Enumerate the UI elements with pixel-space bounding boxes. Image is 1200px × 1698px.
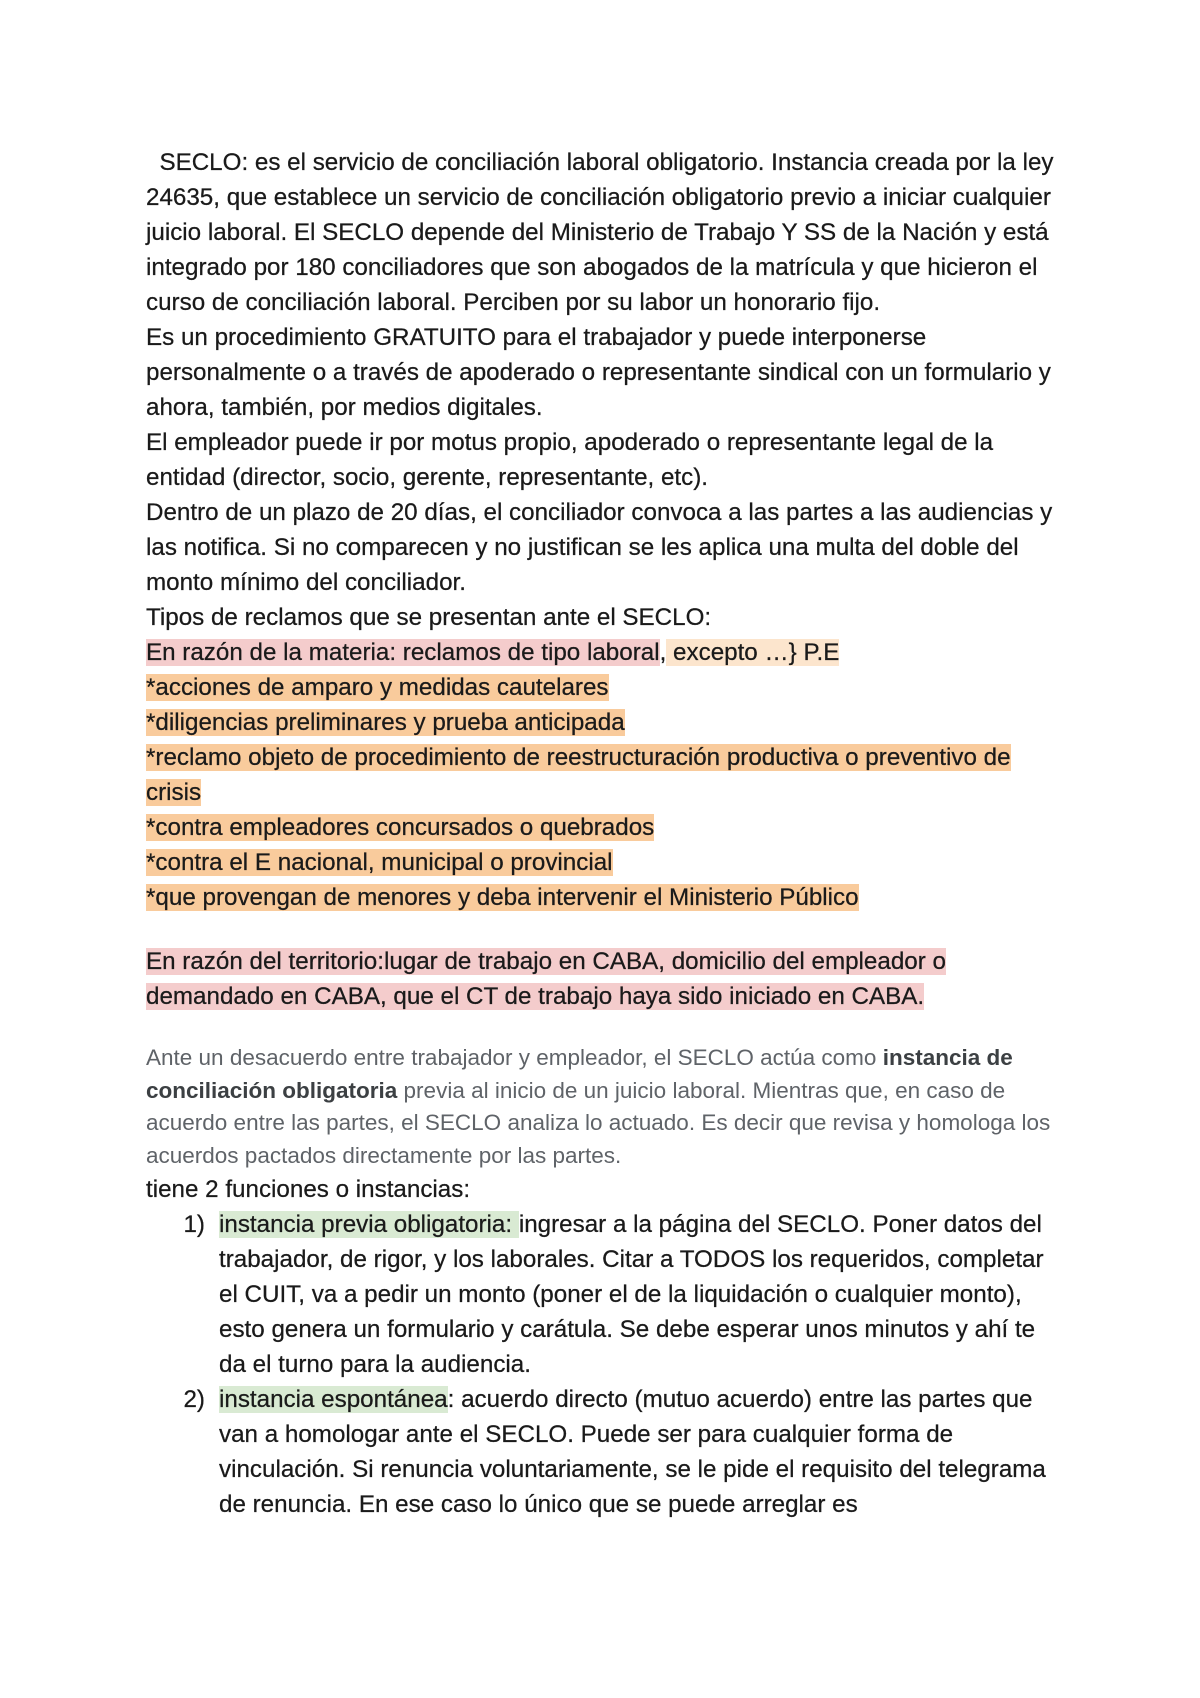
exception-item: [146, 845, 1066, 880]
funciones-heading: tiene 2 funciones o instancias:: [146, 1176, 471, 1203]
employer-paragraph: El empleador puede ir por motus propio, apoderado o representante legal de la entidad (director, socio, gerente, representante, etc).: [146, 429, 994, 491]
exception-text: *contra el E nacional, municipal o provincial: [146, 849, 613, 876]
instancia-label: instancia espontánea: [219, 1386, 448, 1413]
list-number: 2): [183, 1386, 205, 1413]
desacuerdo-paragraph: [146, 1042, 1066, 1172]
exception-item: [146, 705, 1066, 740]
exception-item: [146, 670, 1066, 705]
exception-text: *que provengan de menores y deba intervenir el Ministerio Público: [146, 884, 859, 911]
deadline-paragraph: Dentro de un plazo de 20 días, el conciliador convoca a las partes a las audiencias y las notifica. Si no comparecen y no justifican se les aplica una multa del doble del monto mínimo del conciliador.: [146, 499, 1053, 596]
exception-item: [146, 740, 1066, 810]
desacuerdo-bold: instancia de conciliación obligatoria: [146, 1045, 1013, 1103]
claim-types-heading: Tipos de reclamos que se presentan ante el SECLO:: [146, 604, 712, 631]
exception-text: *diligencias preliminares y prueba anticipada: [146, 709, 625, 736]
instancia-description: : acuerdo directo (mutuo acuerdo) entre las partes que van a homologar ante el SECLO. Puede ser para cualquier forma de vinculación. Si renuncia voluntariamente, se le pide el requisito del telegrama de renuncia. En ese caso lo único que se puede arreglar es: [219, 1386, 1046, 1518]
list-item-text: [219, 1382, 1066, 1522]
desacuerdo-text: previa al inicio de un juicio laboral. Mientras que, en caso de acuerdo entre las partes, el SECLO analiza lo actuado. Es decir que revisa y homologa los acuerdos pactados directamente por las partes.: [146, 1077, 1051, 1168]
list-number: 1): [183, 1211, 205, 1238]
materia-label: En razón de la materia: reclamos de tipo laboral: [146, 639, 660, 666]
list-item: [146, 1382, 1066, 1522]
territorio-text: En razón del territorio:lugar de trabajo en CABA, domicilio del empleador o demandado en CABA, que el CT de trabajo haya sido iniciado en CABA.: [146, 948, 946, 1010]
exception-text: *acciones de amparo y medidas cautelares: [146, 674, 609, 701]
spacer: [146, 915, 1066, 944]
intro-paragraph: [146, 145, 1066, 320]
list-item: [146, 1207, 1066, 1382]
intro-text: SECLO: es el servicio de conciliación laboral obligatorio. Instancia creada por la ley 24635, que establece un servicio de conciliación obligatorio previo a iniciar cualquier juicio laboral. El SECLO depende del Ministerio de Trabajo Y SS de la Nación y está integrado por 180 conciliadores que son abogados de la matrícula y que hicieron el curso de conciliación laboral. Perciben por su labor un honorario fijo.: [146, 149, 1054, 316]
procedure-paragraph: Es un procedimiento GRATUITO para el trabajador y puede interponerse personalmente o a través de apoderado o representante sindical con un formulario y ahora, también, por medios digitales.: [146, 324, 1051, 421]
instancia-label: instancia previa obligatoria:: [219, 1211, 519, 1238]
territorio-paragraph: [146, 944, 1066, 1014]
spacer: [146, 1014, 1066, 1042]
exception-item: [146, 810, 1066, 845]
materia-comma: ,: [659, 639, 667, 666]
desacuerdo-text: Ante un desacuerdo entre trabajador y empleador, el SECLO actúa como: [146, 1045, 883, 1070]
document-body: [146, 145, 1066, 1522]
funciones-list: [146, 1207, 1066, 1522]
exception-text: *reclamo objeto de procedimiento de reestructuración productiva o preventivo de crisis: [146, 744, 1011, 806]
list-item-text: [219, 1207, 1066, 1382]
materia-line: [146, 635, 1066, 670]
exception-text: *contra empleadores concursados o quebrados: [146, 814, 655, 841]
materia-except: excepto …} P.E: [666, 639, 840, 666]
instancia-description: ingresar a la página del SECLO. Poner datos del trabajador, de rigor, y los laborales. Citar a TODOS los requeridos, completar el CUIT, va a pedir un monto (poner el de la liquidación o cualquier monto), esto genera un formulario y carátula. Se debe esperar unos minutos y ahí te da el turno para la audiencia.: [219, 1211, 1044, 1378]
exception-item: [146, 880, 1066, 915]
